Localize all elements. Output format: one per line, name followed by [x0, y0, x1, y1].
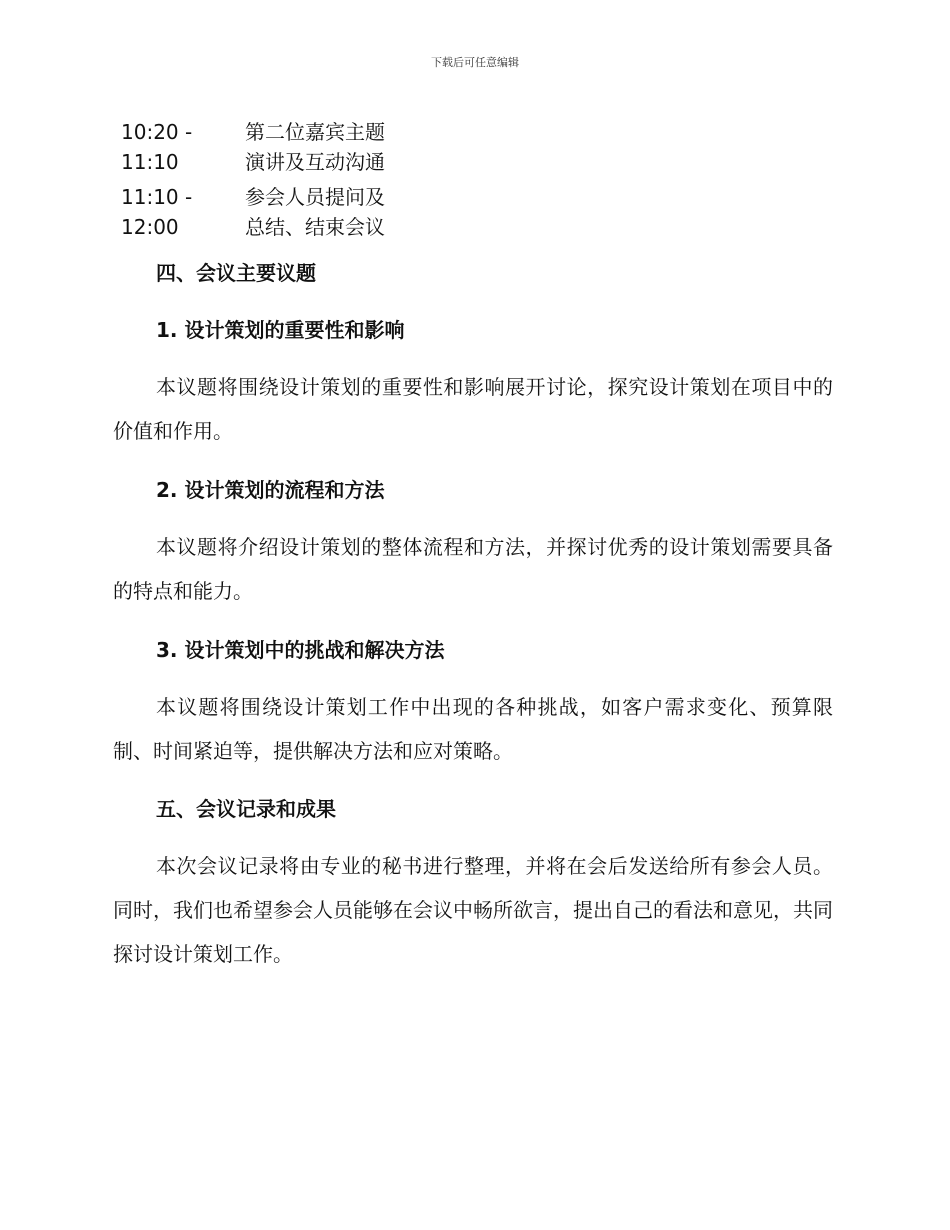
schedule-description: 第二位嘉宾主题 演讲及互动沟通	[245, 120, 385, 174]
topic-paragraph: 本议题将围绕设计策划工作中出现的各种挑战，如客户需求变化、预算限制、时间紧迫等，提供解决方法和应对策略。	[113, 695, 833, 763]
schedule-time: 11:10 - 12:00	[121, 185, 193, 239]
topic-heading: 3. 设计策划中的挑战和解决方法	[156, 638, 445, 662]
topic-heading: 2. 设计策划的流程和方法	[156, 478, 385, 502]
topic-heading: 1. 设计策划的重要性和影响	[156, 318, 405, 342]
records-paragraph: 本次会议记录将由专业的秘书进行整理，并将在会后发送给所有参会人员。同时，我们也希望参会人员能够在会议中畅所欲言，提出自己的看法和意见，共同探讨设计策划工作。	[113, 854, 833, 966]
schedule-row	[121, 182, 415, 242]
schedule-row	[121, 117, 415, 177]
section-heading-main-topics: 四、会议主要议题	[156, 261, 316, 285]
topic-paragraph: 本议题将围绕设计策划的重要性和影响展开讨论，探究设计策划在项目中的价值和作用。	[113, 375, 833, 443]
schedule-description: 参会人员提问及 总结、结束会议	[245, 185, 385, 239]
section-heading-records: 五、会议记录和成果	[156, 797, 336, 821]
schedule-table	[121, 117, 415, 247]
page-header: 下载后可任意编辑	[431, 56, 519, 69]
schedule-time: 10:20 - 11:10	[121, 120, 193, 174]
topic-paragraph: 本议题将介绍设计策划的整体流程和方法，并探讨优秀的设计策划需要具备的特点和能力。	[113, 535, 833, 603]
